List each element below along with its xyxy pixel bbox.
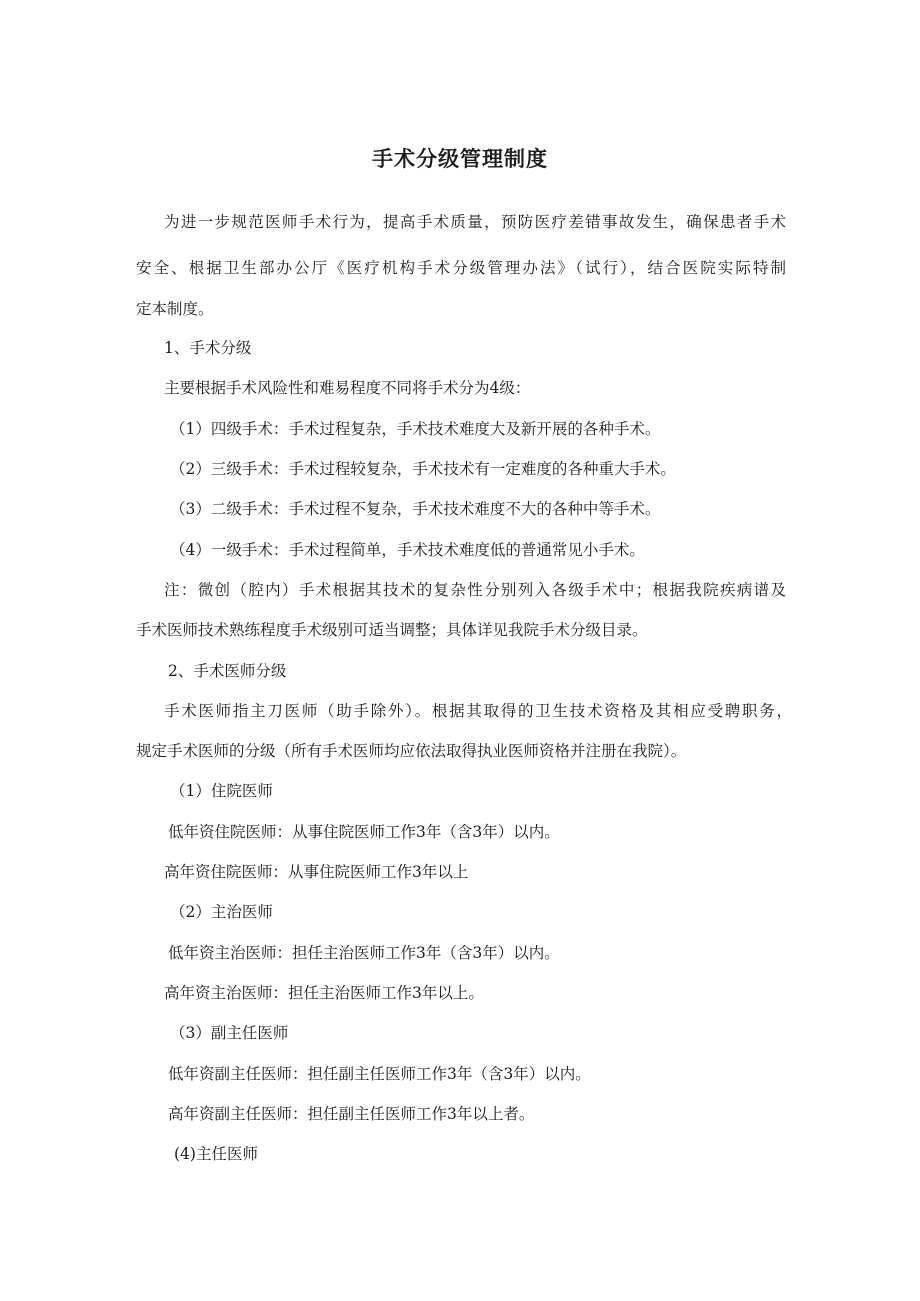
sub-heading: （1）住院医师 [170, 782, 273, 800]
list-item: （1）四级手术：手术过程复杂，手术技术难度大及新开展的各种手术。 [170, 420, 661, 438]
intro-line-3: 定本制度。 [136, 300, 214, 318]
intro-line-2: 安全、根据卫生部办公厅《医疗机构手术分级管理办法》（试行），结合医院实际特制 [136, 259, 786, 277]
paragraph-line: 规定手术医师的分级（所有手术医师均应依法取得执业医师资格并注册在我院）。 [136, 742, 687, 760]
paragraph-line: 低年资主治医师：担任主治医师工作3年（含3年）以内。 [168, 944, 560, 962]
list-item: （4）一级手术：手术过程简单，手术技术难度低的普通常见小手术。 [170, 541, 645, 559]
paragraph-line: 高年资住院医师：从事住院医师工作3年以上 [164, 863, 469, 881]
note-line-2: 手术医师技术熟练程度手术级别可适当调整；具体详见我院手术分级目录。 [136, 621, 648, 639]
paragraph-line: 高年资主治医师：担任主治医师工作3年以上。 [164, 984, 484, 1002]
sub-heading: (4)主任医师 [174, 1145, 258, 1163]
paragraph-line: 低年资住院医师：从事住院医师工作3年（含3年）以内。 [168, 823, 560, 841]
paragraph-line: 主要根据手术风险性和难易程度不同将手术分为4级： [164, 379, 531, 397]
list-item: （3）二级手术：手术过程不复杂，手术技术难度不大的各种中等手术。 [170, 500, 661, 518]
paragraph-line: 手术医师指主刀医师（助手除外）。根据其取得的卫生技术资格及其相应受聘职务， [164, 702, 792, 720]
note-line-1: 注：微创（腔内）手术根据其技术的复杂性分别列入各级手术中；根据我院疾病谱及 [164, 581, 786, 599]
sub-heading: （3）副主任医师 [170, 1024, 289, 1042]
paragraph-line: 低年资副主任医师：担任副主任医师工作3年（含3年）以内。 [168, 1065, 591, 1083]
sub-heading: （2）主治医师 [170, 903, 273, 921]
section-heading-2: 2、手术医师分级 [168, 662, 287, 680]
intro-line-1: 为进一步规范医师手术行为，提高手术质量，预防医疗差错事故发生，确保患者手术 [164, 213, 786, 231]
section-heading-1: 1、手术分级 [164, 339, 252, 357]
paragraph-line: 高年资副主任医师：担任副主任医师工作3年以上者。 [168, 1105, 535, 1123]
document-title: 手术分级管理制度 [372, 147, 548, 171]
list-item: （2）三级手术：手术过程较复杂，手术技术有一定难度的各种重大手术。 [170, 460, 676, 478]
